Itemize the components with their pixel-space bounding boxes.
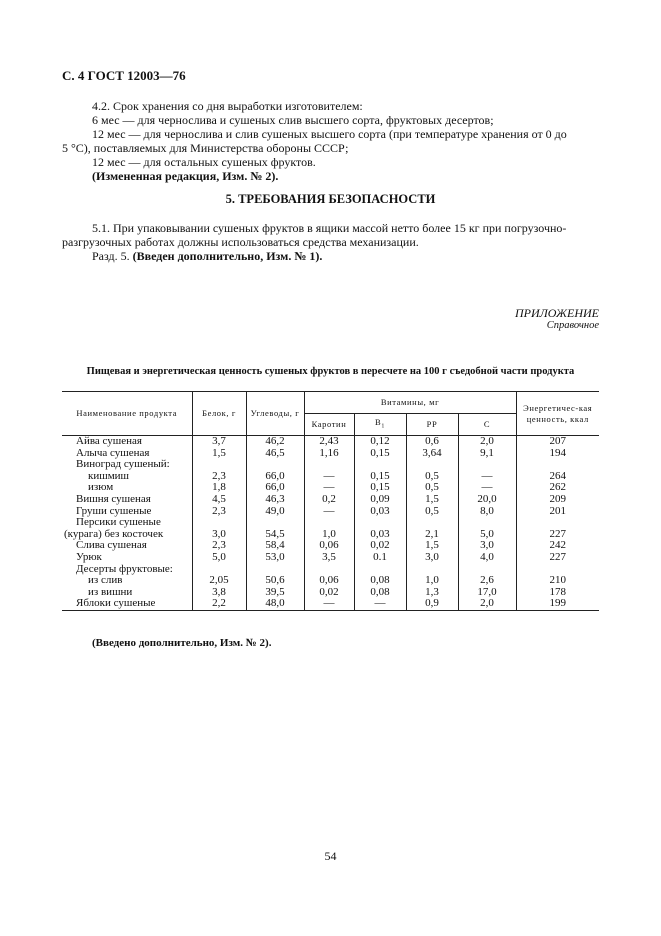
carbs-cell: 66,0 [246,482,304,494]
pp-cell: 1,3 [406,587,458,599]
c-cell: 8,0 [458,506,516,518]
b1-cell: 0,15 [354,448,406,460]
header-c: C [458,414,516,436]
carotene-cell: 0,02 [304,587,354,599]
b1-cell: 0,08 [354,587,406,599]
pp-cell: 0,6 [406,436,458,448]
carbs-cell: 46,2 [246,436,304,448]
energy-cell: 194 [516,448,599,460]
storage-paragraph-3: 12 мес — для чернослива и слив сушеных высшего сорта (при температуре хранения от 0 до [92,127,567,141]
storage-paragraph-3-cont: 5 °С), поставляемых для Министерства обороны СССР; [62,141,349,155]
b1-cell: 0,15 [354,482,406,494]
c-cell: — [458,482,516,494]
carbs-cell: 46,5 [246,448,304,460]
product-name-cell: из слив [88,574,123,587]
safety-paragraph-1-cont: разгрузочных работах должны использоваться средства механизации. [62,235,419,249]
b1-cell: 0,15 [354,471,406,483]
energy-cell: 227 [516,529,599,541]
amendment-prefix: Разд. 5. [92,249,133,263]
protein-cell: 2,2 [192,598,246,610]
c-cell: 2,0 [458,436,516,448]
storage-paragraph-2: 6 мес — для чернослива и сушеных слив высшего сорта, фруктовых десертов; [92,113,494,127]
pp-cell: 3,0 [406,552,458,564]
protein-cell: 2,3 [192,471,246,483]
carbs-cell: 49,0 [246,506,304,518]
carbs-cell: 66,0 [246,471,304,483]
header-carbs: Углеводы, г [246,392,304,436]
table-row [62,575,599,587]
table-row [62,517,599,529]
carbs-cell: 54,5 [246,529,304,541]
energy-cell: 207 [516,436,599,448]
pp-cell: 2,1 [406,529,458,541]
carotene-cell: — [304,482,354,494]
carotene-cell: 1,0 [304,529,354,541]
carotene-cell: — [304,506,354,518]
carotene-cell: 3,5 [304,552,354,564]
energy-cell: 210 [516,575,599,587]
pp-cell: 1,5 [406,540,458,552]
header-b1-subscript: 1 [381,423,385,430]
carbs-cell: 48,0 [246,598,304,610]
energy-cell: 264 [516,471,599,483]
carbs-cell [246,517,304,529]
energy-cell: 262 [516,482,599,494]
table-caption: Пищевая и энергетическая ценность сушеных фруктов в пересчете на 100 г съедобной части продукта [86,366,575,377]
carotene-cell: 0,06 [304,540,354,552]
c-cell: 9,1 [458,448,516,460]
protein-cell: 3,7 [192,436,246,448]
appendix-subtitle: Справочное [546,320,599,331]
product-name-cell: Виноград сушеный: [76,458,170,471]
carbs-cell: 46,3 [246,494,304,506]
energy-cell: 242 [516,540,599,552]
pp-cell: 1,0 [406,575,458,587]
footer-amendment-note: (Введено дополнительно, Изм. № 2). [92,637,272,649]
c-cell: 2,6 [458,575,516,587]
header-pp: PP [406,414,458,436]
pp-cell [406,517,458,529]
carbs-cell: 53,0 [246,552,304,564]
carotene-cell: — [304,598,354,610]
c-cell: 5,0 [458,529,516,541]
header-protein: Белок, г [192,392,246,436]
c-cell: 17,0 [458,587,516,599]
section-title: 5. ТРЕБОВАНИЯ БЕЗОПАСНОСТИ [225,192,436,206]
b1-cell: 0,02 [354,540,406,552]
carotene-cell: — [304,471,354,483]
pp-cell: 0,9 [406,598,458,610]
protein-cell: 1,8 [192,482,246,494]
protein-cell: 5,0 [192,552,246,564]
storage-paragraph-4: 12 мес — для остальных сушеных фруктов. [92,155,316,169]
pp-cell: 1,5 [406,494,458,506]
product-name-cell: из вишни [88,585,133,598]
pp-cell: 0,5 [406,471,458,483]
amendment-note-2: (Измененная редакция, Изм. № 2). [92,169,279,183]
document-header: С. 4 ГОСТ 12003—76 [62,68,186,83]
product-name-cell: Урюк [76,550,102,563]
header-name: Наименование продукта [62,392,192,436]
protein-cell: 2,05 [192,575,246,587]
c-cell [458,517,516,529]
table-row [62,436,599,448]
b1-cell: 0.1 [354,552,406,564]
product-name-cell: Яблоки сушеные [62,598,192,610]
protein-cell: 4,5 [192,494,246,506]
product-name-cell: Персики сушеные [76,516,161,529]
product-name-cell: Айва сушеная [76,435,142,447]
carbs-cell: 39,5 [246,587,304,599]
appendix-title: ПРИЛОЖЕНИЕ [515,306,599,320]
c-cell: — [458,471,516,483]
product-name-cell: Груши сушеные [76,504,152,517]
product-name-cell: Слива сушеная [76,539,147,552]
product-name-cell: Алыча сушеная [76,446,150,459]
protein-cell: 3,0 [192,529,246,541]
storage-paragraph-1: 4.2. Срок хранения со дня выработки изготовителем: [92,99,363,113]
carotene-cell: 1,16 [304,448,354,460]
table-row [62,494,599,506]
nutrition-table [62,391,599,611]
table-row [62,552,599,564]
page-number: 54 [324,849,337,863]
protein-cell [192,517,246,529]
energy-cell: 201 [516,506,599,518]
header-b1-letter: B [375,416,382,427]
table-body [62,436,599,611]
b1-cell: 0,12 [354,436,406,448]
protein-cell: 2,3 [192,540,246,552]
header-energy: Энергетичес-кая ценность, ккал [516,392,599,436]
section-amendment-note [92,249,322,263]
header-carotene: Каротин [304,414,354,436]
c-cell: 3,0 [458,540,516,552]
carotene-cell: 2,43 [304,436,354,448]
carotene-cell: 0,2 [304,494,354,506]
b1-cell: — [354,598,406,610]
product-name-cell: Вишня сушеная [76,492,151,505]
c-cell: 2,0 [458,598,516,610]
pp-cell: 0,5 [406,482,458,494]
energy-cell: 227 [516,552,599,564]
b1-cell: 0,08 [354,575,406,587]
header-b1 [354,414,406,436]
c-cell: 20,0 [458,494,516,506]
product-name-cell: (курага) без косточек [64,527,164,540]
carotene-cell [304,517,354,529]
amendment-text: (Введен дополнительно, Изм. № 1). [132,249,323,263]
protein-cell: 2,3 [192,506,246,518]
carbs-cell: 58,4 [246,540,304,552]
b1-cell: 0,03 [354,529,406,541]
b1-cell: 0,09 [354,494,406,506]
energy-cell: 209 [516,494,599,506]
table-row [62,598,599,610]
pp-cell: 3,64 [406,448,458,460]
b1-cell: 0,03 [354,506,406,518]
product-name-cell: изюм [88,481,114,494]
carotene-cell: 0,06 [304,575,354,587]
safety-paragraph-1: 5.1. При упаковывании сушеных фруктов в ящики массой нетто более 15 кг при погрузочно- [92,221,567,235]
c-cell: 4,0 [458,552,516,564]
energy-cell [516,517,599,529]
header-vitamins: Витамины, мг [304,392,516,414]
energy-cell: 178 [516,587,599,599]
protein-cell: 1,5 [192,448,246,460]
pp-cell: 0,5 [406,506,458,518]
energy-cell: 199 [516,598,599,610]
protein-cell: 3,8 [192,587,246,599]
product-name-cell: кишмиш [88,469,130,482]
b1-cell [354,517,406,529]
carbs-cell: 50,6 [246,575,304,587]
product-name-cell: Десерты фруктовые: [76,562,173,575]
